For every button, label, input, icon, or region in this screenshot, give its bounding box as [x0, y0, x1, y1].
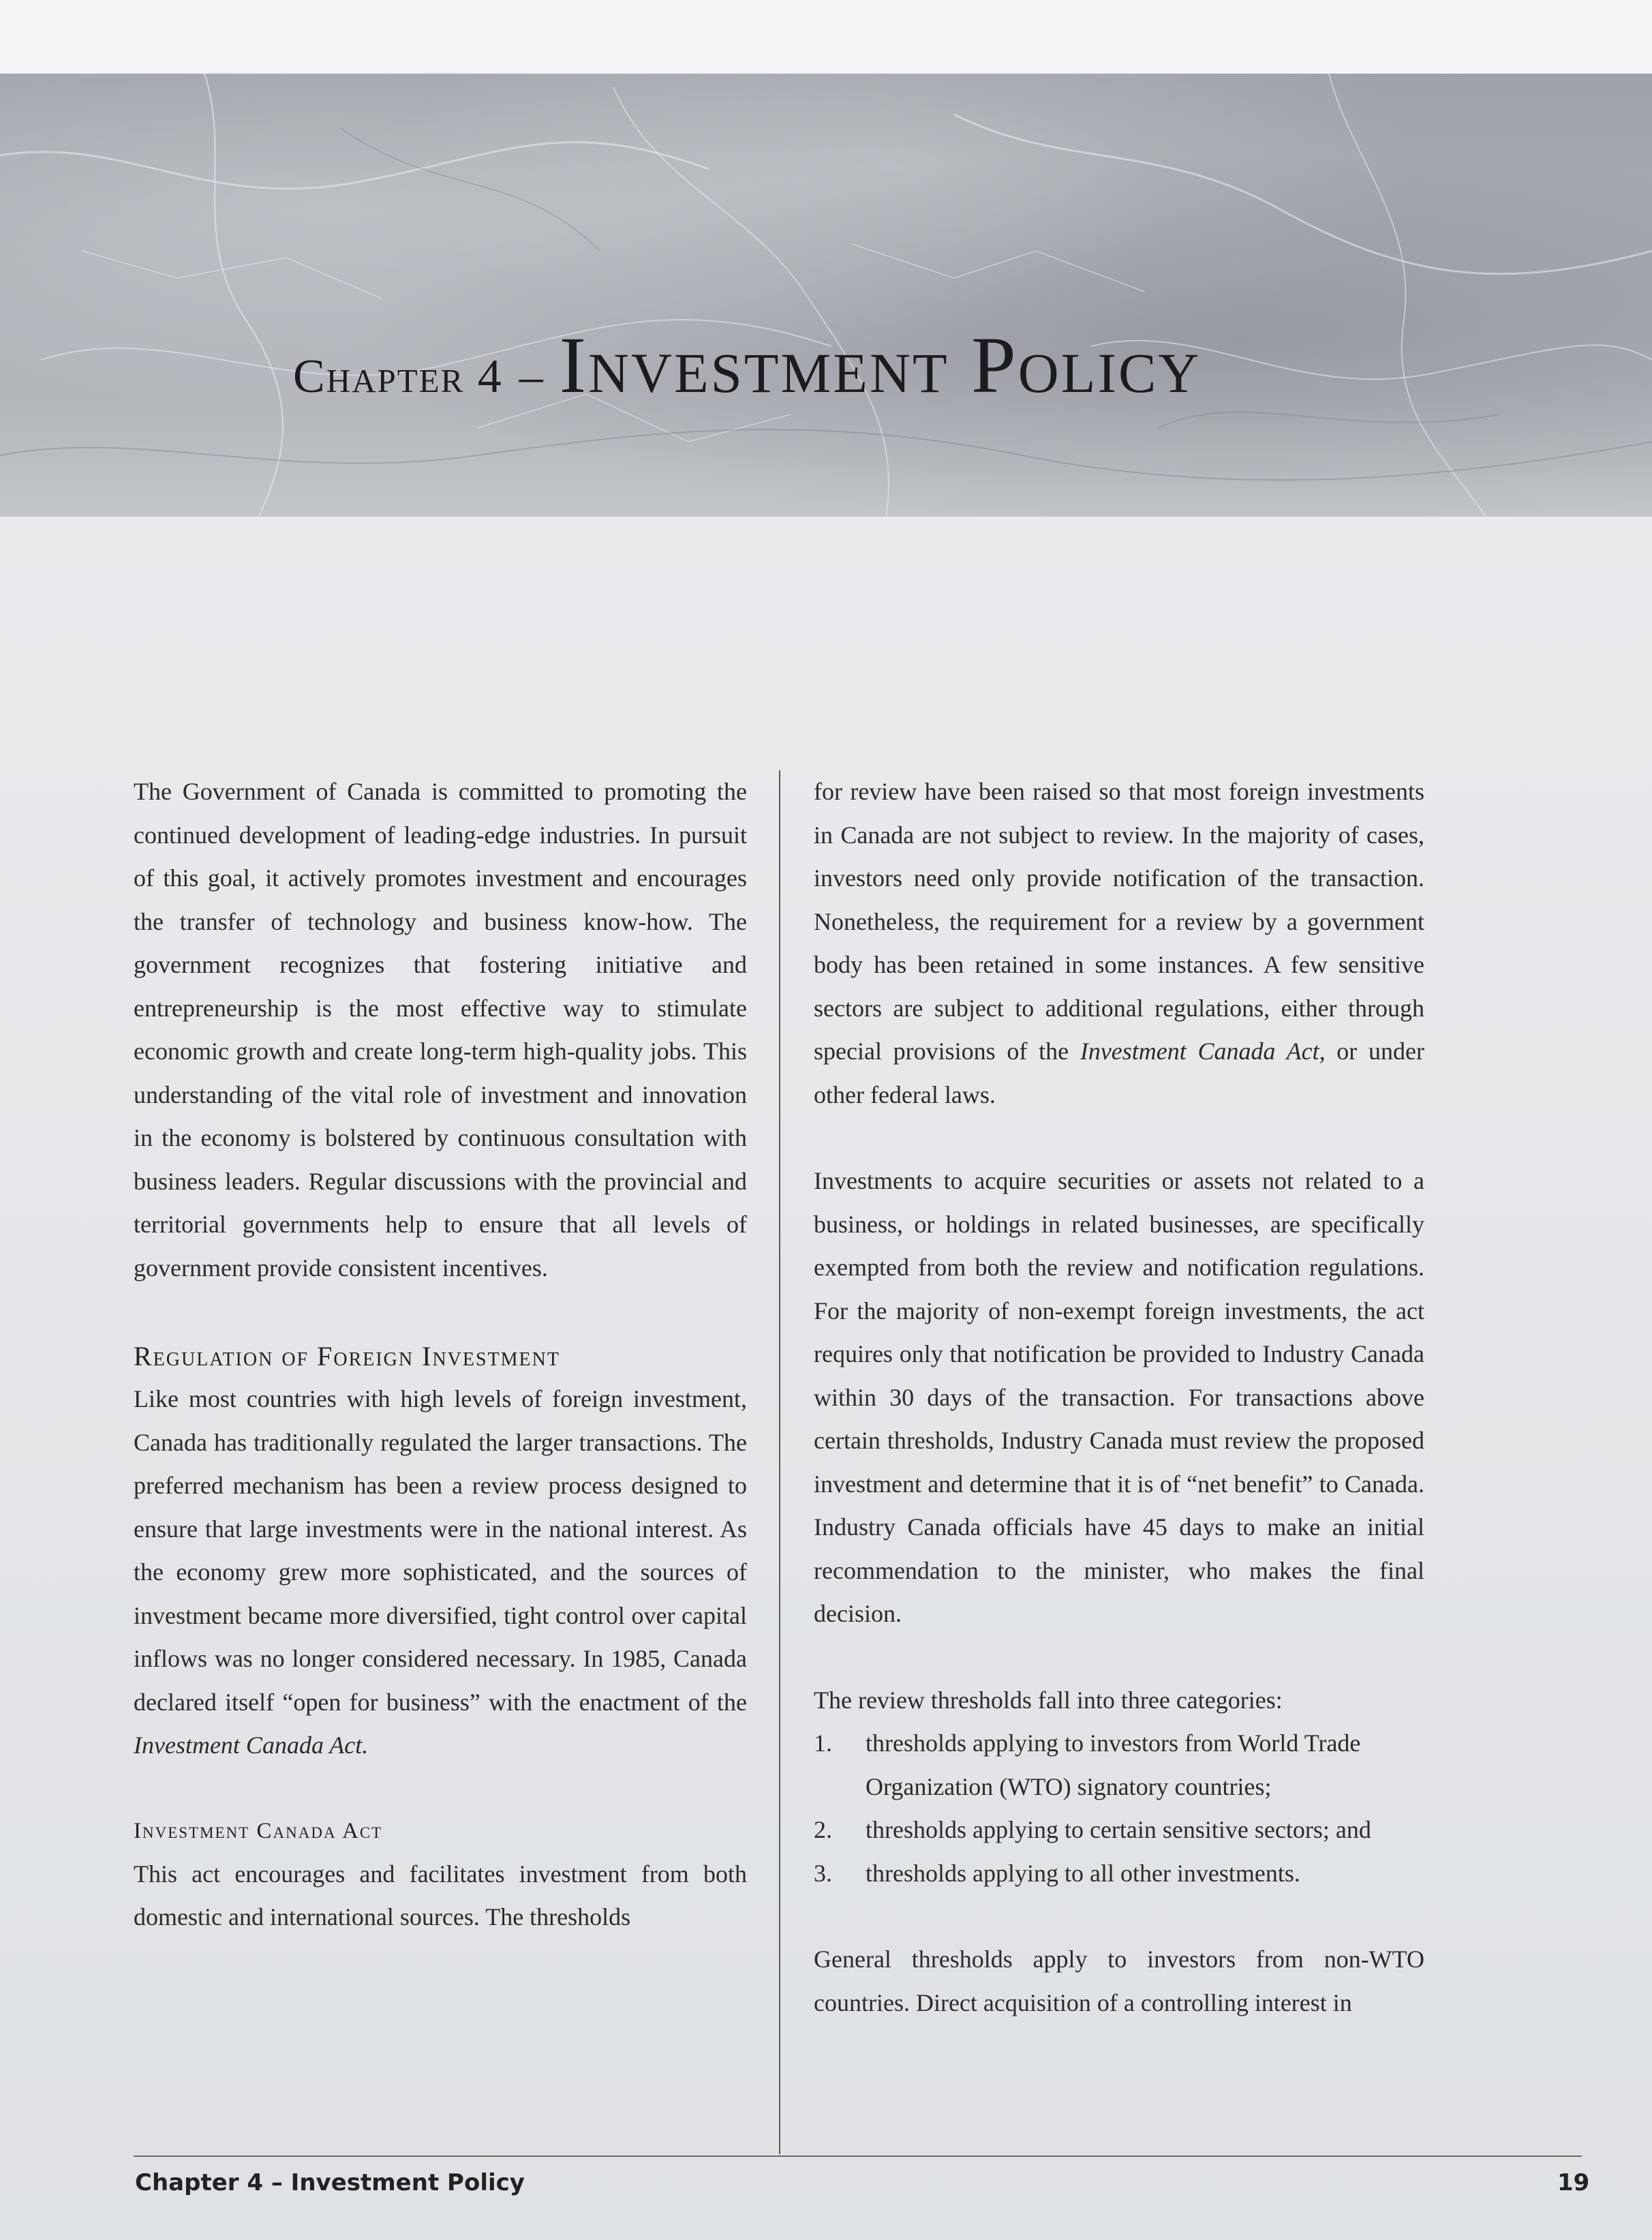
list-item	[814, 1808, 1424, 1852]
regulation-text: Like most countries with high levels of foreign investment, Canada has traditionally regulated the larger transactions. The preferred mechanism has been a review process designed to ensure that large investments were in the national interest. As the economy grew more sophisticated, and the sources of investment became more diversified, tight control over capital inflows was no longer considered necessary. In 1985, Canada declared itself “open for business” with the enactment of the	[134, 1385, 747, 1716]
chapter-name: Investment Policy	[559, 320, 1202, 410]
list-number: 3.	[814, 1859, 832, 1887]
review-tail: or under other federal laws.	[814, 1038, 1424, 1108]
list-text: thresholds applying to all other investments.	[866, 1859, 1300, 1887]
list-number: 2.	[814, 1816, 832, 1843]
intro-paragraph: The Government of Canada is committed to promoting the continued development of leading-edge industries. In pursuit of this goal, it actively promotes investment and encourages the transfer of technology and business know-how. The government recognizes that fostering initiative and entrepreneurship is the most effective way to stimulate economic growth and create long-term high-quality jobs. This understanding of the vital role of investment and innovation in the economy is bolstered by continuous consultation with business leaders. Regular discussions with the provincial and territorial governments help to ensure that all levels of government provide consistent incentives.	[134, 778, 747, 1282]
review-paragraph	[814, 770, 1424, 1117]
regulation-paragraph	[134, 1378, 747, 1768]
chapter-label: Chapter 4	[293, 350, 503, 403]
review-text: for review have been raised so that most foreign investments in Canada are not subject to review. In the majority of cases, investors need only provide notification of the transaction. Nonetheless, the requirement for a review by a government body has been retained in some instances. A few sensitive sectors are subject to additional regulations, either through special provisions of the	[814, 778, 1424, 1065]
section-heading: Regulation of Foreign Investment	[134, 1341, 560, 1372]
column-divider	[779, 770, 780, 2154]
review-act-title: Investment Canada Act,	[1080, 1038, 1326, 1065]
list-item	[814, 1722, 1424, 1808]
chapter-dash: –	[519, 350, 543, 403]
right-column	[814, 770, 1424, 2025]
list-text: thresholds applying to investors from World Trade Organization (WTO) signatory countries;	[866, 1729, 1361, 1800]
chapter-title	[293, 319, 1588, 421]
marble-veins-icon	[0, 74, 1652, 517]
list-number: 1.	[814, 1729, 832, 1757]
left-column	[134, 770, 747, 1939]
page-top-margin	[0, 0, 1652, 74]
exempt-paragraph: Investments to acquire securities or assets not related to a business, or holdings in related businesses, are specifically exempted from both the review and notification regulations. For the majority of non-exempt foreign investments, the act requires only that notification be provided to Industry Canada within 30 days of the transaction. For transactions above certain thresholds, Industry Canada must review the proposed investment and determine that it is of “net benefit” to Canada. Industry Canada officials have 45 days to make an initial recommendation to the minister, who makes the final decision.	[814, 1167, 1424, 1627]
marble-banner	[0, 74, 1652, 517]
footer-rule	[134, 2155, 1582, 2157]
regulation-act-title: Investment Canada Act.	[134, 1731, 369, 1759]
threshold-categories-list	[814, 1722, 1424, 1895]
categories-intro: The review thresholds fall into three categories:	[814, 1686, 1283, 1714]
footer-chapter-label: Chapter 4 – Investment Policy	[135, 2169, 525, 2196]
list-item	[814, 1852, 1424, 1896]
page-number: 19	[1557, 2169, 1590, 2196]
subsection-heading: Investment Canada Act	[134, 1818, 383, 1843]
general-thresholds-paragraph: General thresholds apply to investors from non-WTO countries. Direct acquisition of a controlling interest in	[814, 1946, 1424, 2016]
list-text: thresholds applying to certain sensitive sectors; and	[866, 1816, 1371, 1843]
act-paragraph: This act encourages and facilitates investment from both domestic and international sources. The thresholds	[134, 1860, 747, 1931]
